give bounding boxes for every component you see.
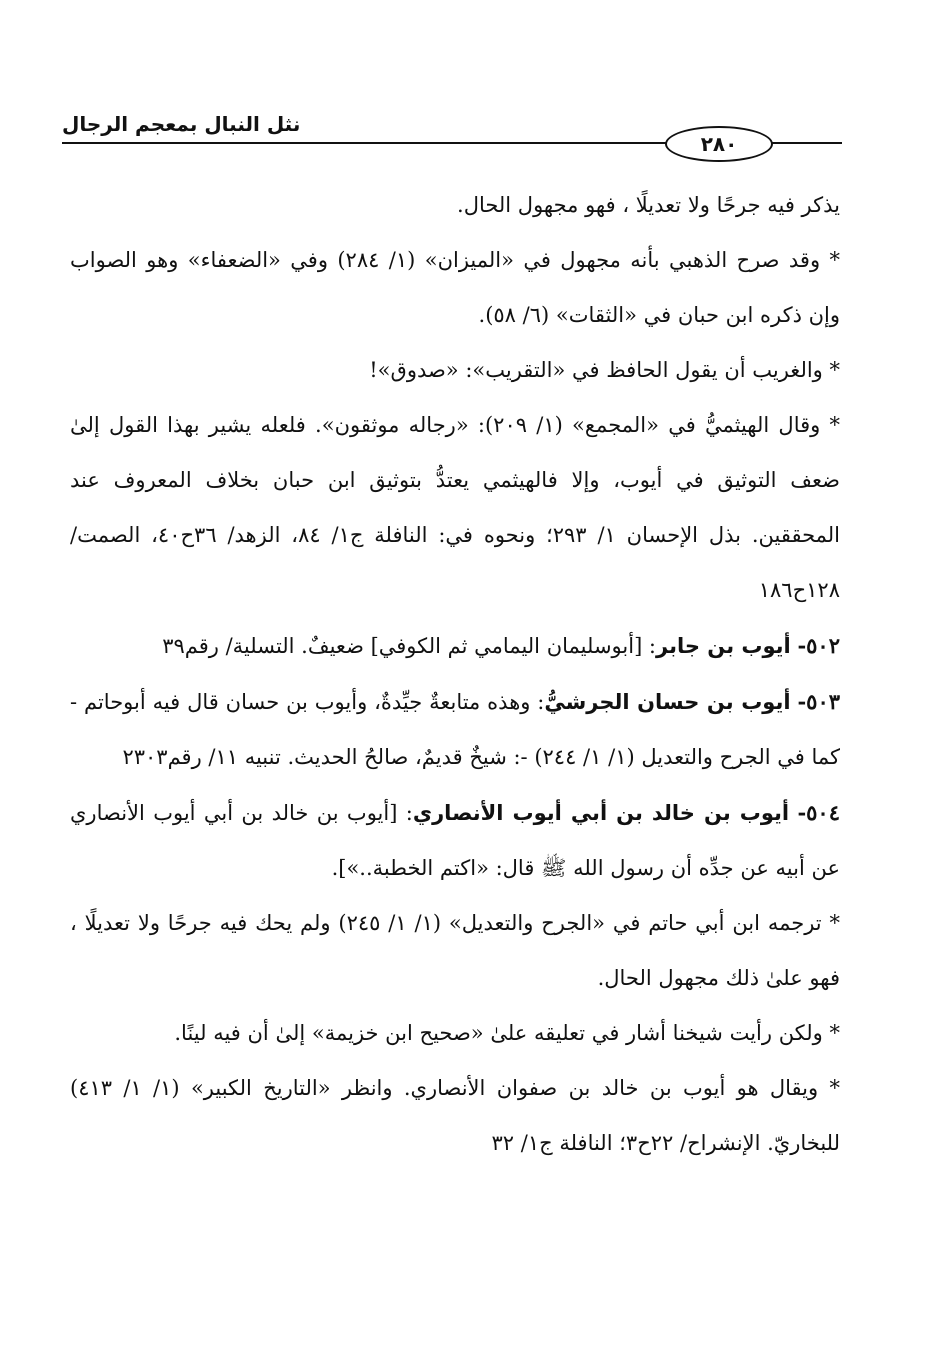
entry-text: : [أبوسليمان اليمامي ثم الكوفي] ضعيفٌ. التسلية/ رقم٣٩ [162, 634, 657, 658]
entry-text: : وهذه متابعةٌ جيِّدةٌ، وأيوب بن حسان قال فيه أبوحاتم - كما في الجرح والتعديل (١/ ١/ ٢٤٤) -: شيخٌ قديمٌ، صالحُ الحديث. تنبيه ١١/ رقم٢٣٠٣ [70, 690, 840, 769]
entry-number: ٥٠٣- [797, 689, 841, 714]
paragraph-9: * ولكن رأيت شيخنا أشار في تعليقه علىٰ «صحيح ابن خزيمة» إلىٰ أن فيه لينًا. [174, 1021, 840, 1045]
entry-504 [70, 785, 840, 896]
entry-name: أيوب بن جابر [656, 634, 791, 658]
entry-text: : [أيوب بن خالد بن أبي أيوب الأنصاري عن أبيه عن جدِّه أن رسول الله ﷺ قال: «اكتم الخطبة..»]. [70, 801, 840, 880]
entry-number: ٥٠٢- [797, 633, 840, 658]
entry-number: ٥٠٤- [797, 800, 840, 825]
paragraph-10: * ويقال هو أيوب بن خالد بن صفوان الأنصاري. وانظر «التاريخ الكبير» (١/ ١/ ٤١٣) للبخاريّ. الإنشراح/ ٢٢ح٣؛ النافلة ج١/ ٣٢ [70, 1076, 840, 1155]
paragraph-8: * ترجمه ابن أبي حاتم في «الجرح والتعديل» (١/ ١/ ٢٤٥) ولم يحك فيه جرحًا ولا تعديلًا ، فهو علىٰ ذلك مجهول الحال. [70, 911, 840, 990]
page-body [70, 178, 840, 1171]
page-header [62, 100, 842, 160]
book-title: نثل النبال بمعجم الرجال [62, 112, 301, 136]
paragraph-1: يذكر فيه جرحًا ولا تعديلًا ، فهو مجهول الحال. [457, 193, 840, 217]
entry-502 [70, 618, 840, 674]
entry-503 [70, 674, 840, 785]
paragraph-4: * وقال الهيثميُّ في «المجمع» (١/ ٢٠٩): «رجاله موثقون». فلعله يشير بهذا القول إلىٰ ضعف التوثيق في أيوب، وإلا فالهيثمي يعتدُّ بتوثيق ابن حبان بخلاف المعروف عند المحققين. بذل الإحسان ١/ ٢٩٣؛ ونحوه في: النافلة ج١/ ٨٤، الزهد/ ٣٦ح٤٠، الصمت/ ١٢٨ح١٨٦ [70, 413, 841, 602]
entry-name: أيوب بن حسان الجرشيُّ [544, 690, 791, 714]
paragraph-2: * وقد صرح الذهبي بأنه مجهول في «الميزان» (١/ ٢٨٤) وفي «الضعفاء» وهو الصواب وإن ذكره ابن حبان في «الثقات» (٦/ ٥٨). [70, 248, 840, 327]
paragraph-3: * والغريب أن يقول الحافظ في «التقريب»: «صدوق»! [369, 358, 840, 382]
entry-name: أيوب بن خالد بن أبي أيوب الأنصاري [412, 801, 790, 825]
page-number: ٢٨٠ [665, 126, 773, 162]
